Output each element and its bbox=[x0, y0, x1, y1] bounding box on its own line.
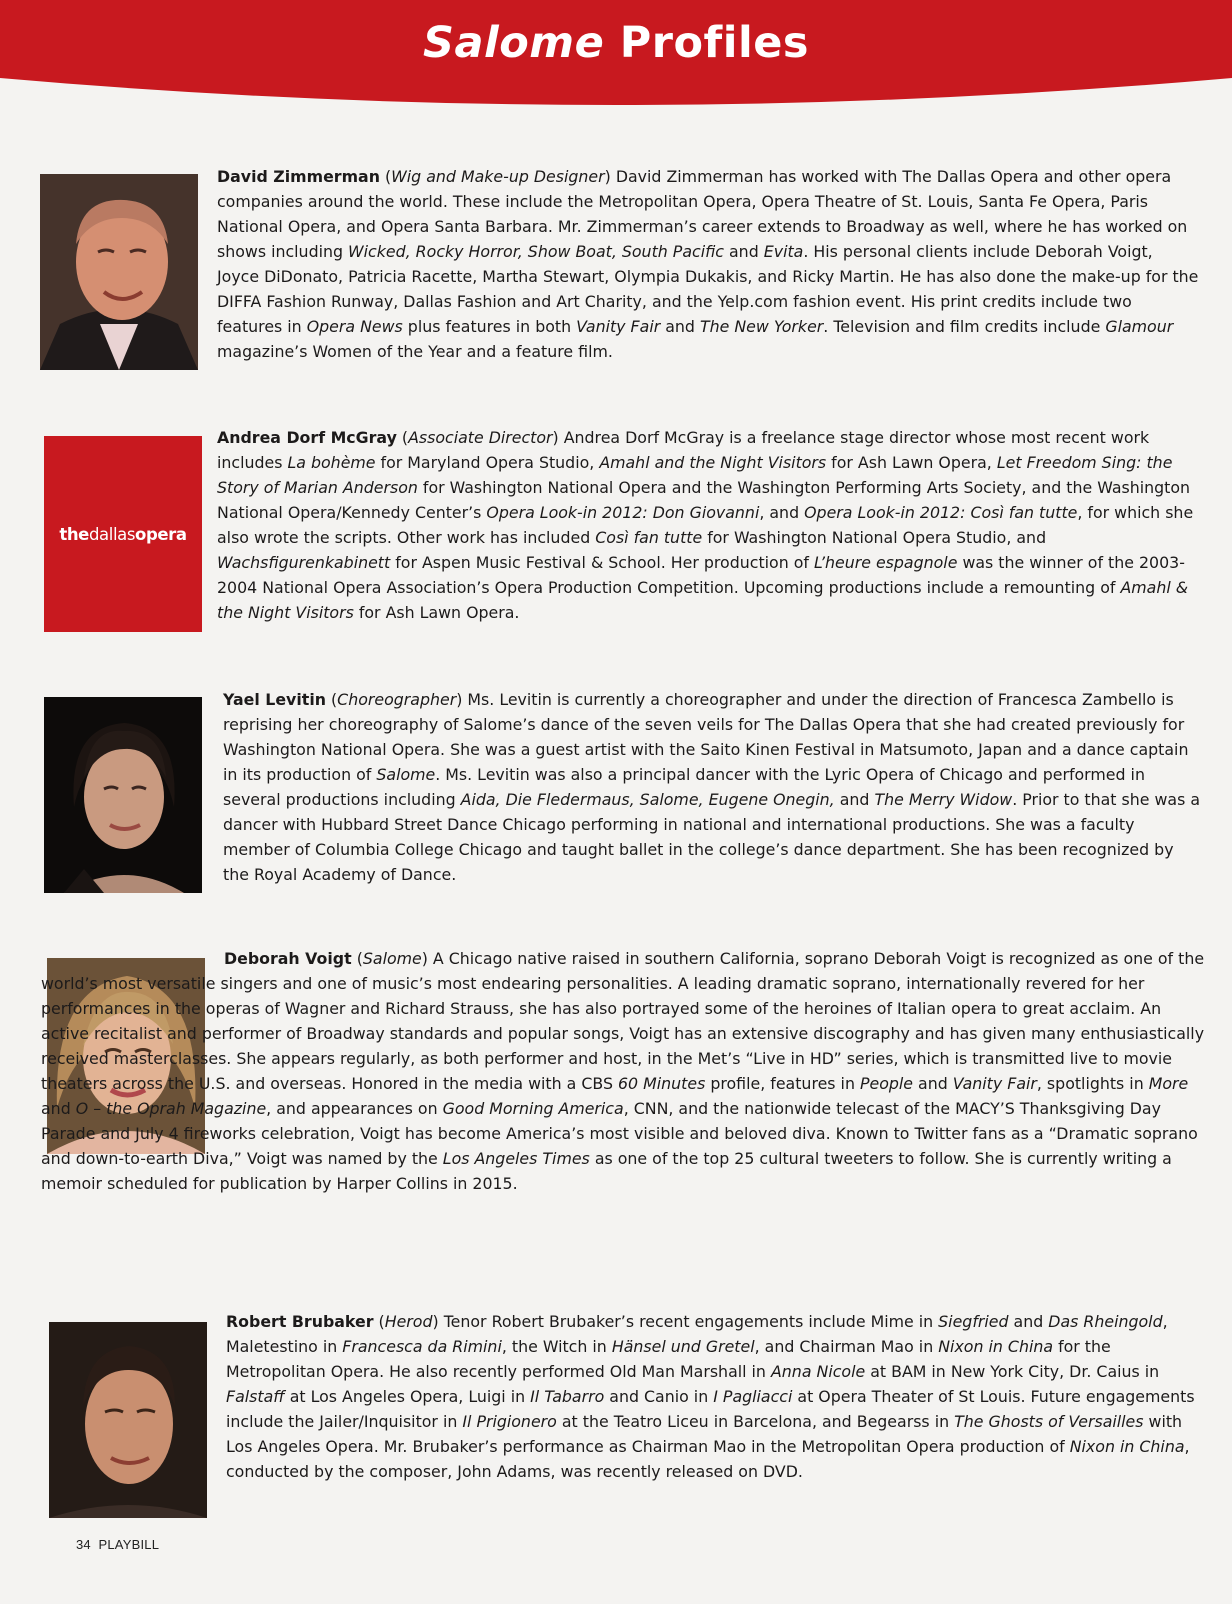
body-text: and bbox=[1008, 1312, 1049, 1331]
italic-title-text: More bbox=[1148, 1074, 1189, 1093]
page-footer bbox=[76, 1537, 159, 1552]
italic-title-text: The New Yorker bbox=[699, 317, 824, 336]
body-text: Ms. Levitin is currently a choreographer and under the direction of Francesca Zambello is reprising her choreography of Salome’s dance of the seven veils for The Dallas Opera that she had created previously for Washington National Opera. She was a guest artist with the Saito Kinen Festival in Matsumoto, Japan and a dance captain in its production of bbox=[223, 690, 1189, 784]
body-text: and bbox=[41, 1099, 76, 1118]
italic-title-text: Opera News bbox=[306, 317, 403, 336]
italic-title-text: Evita bbox=[763, 242, 804, 261]
profile-text bbox=[226, 1312, 1195, 1481]
body-text: for Ash Lawn Opera, bbox=[826, 453, 997, 472]
body-text: and bbox=[723, 242, 764, 261]
italic-title-text: L’heure espagnole bbox=[813, 553, 958, 572]
italic-title-text: Nixon in China bbox=[1069, 1437, 1185, 1456]
profile-text bbox=[41, 949, 1204, 1193]
profile-name: Robert Brubaker bbox=[226, 1312, 374, 1331]
italic-title-text: O – the Oprah Magazine bbox=[75, 1099, 267, 1118]
profile-bio-yael-levitin: Yael Levitin (Choreographer) Ms. Levitin is currently a choreographer and under the direction of Francesca Zambello is reprising her choreography of Salome’s dance of the seven veils for The Dallas Opera that she had created previously for Washington National Opera. She was a guest artist with the Saito Kinen Festival in Matsumoto, Japan and a dance captain in its production of Salome. Ms. Levitin was also a principal dancer with the Lyric Opera of Chicago and performed in several productions including Aida, Die Fledermaus, Salome, Eugene Onegin, and The Merry Widow. Prior to that she was a dancer with Hubbard Street Dance Chicago performing in national and international productions. She was a faculty member of Columbia College Chicago and taught ballet in the college’s dance department. She has been recognized by the Royal Academy of Dance. bbox=[223, 690, 1201, 884]
italic-title-text: The Ghosts of Versailles bbox=[954, 1412, 1144, 1431]
italic-title-text: I Pagliacci bbox=[713, 1387, 793, 1406]
body-text: , and bbox=[759, 503, 805, 522]
publication-name: PLAYBILL bbox=[98, 1537, 160, 1552]
body-text: plus features in both bbox=[402, 317, 577, 336]
body-text: at Opera Theater of St Louis. Future engagements include the Jailer/Inquisitor in bbox=[226, 1387, 1195, 1431]
body-text: , spotlights in bbox=[1036, 1074, 1149, 1093]
body-text: as one of the top 25 cultural tweeters to follow. She is currently writing a memoir scheduled for publication by Harper Collins in 2015. bbox=[41, 1149, 1172, 1193]
body-text: Andrea Dorf McGray is a freelance stage director whose most recent work includes bbox=[217, 428, 1150, 472]
body-text: at the Teatro Liceu in Barcelona, and Begearss in bbox=[556, 1412, 955, 1431]
body-text: . His personal clients include Deborah Voigt, Joyce DiDonato, Patricia Racette, Martha Stewart, Olympia Dukakis, and Ricky Martin. He has also done the make-up for the DIFFA Fashion Runway, Dallas Fashion and Art Charity, and the Yelp.com fashion event. His print credits include two features in bbox=[217, 242, 1199, 336]
italic-title-text: Vanity Fair bbox=[576, 317, 661, 336]
italic-title-text: Falstaff bbox=[226, 1387, 285, 1406]
dallas-opera-logo bbox=[44, 436, 202, 632]
body-text: for Aspen Music Festival & School. Her production of bbox=[390, 553, 814, 572]
profile-name: Deborah Voigt bbox=[224, 949, 352, 968]
body-text: was the winner of the 2003-2004 National Opera Association’s Opera Production Competition. Upcoming productions include a remounting of bbox=[217, 553, 1185, 597]
italic-title-text: Glamour bbox=[1105, 317, 1174, 336]
italic-title-text: Let Freedom Sing: the Story of Marian Anderson bbox=[217, 453, 1173, 497]
profile-text bbox=[223, 690, 1200, 884]
portrait-david-zimmerman bbox=[40, 174, 198, 370]
profile-role: Herod bbox=[384, 1312, 433, 1331]
body-text: Tenor Robert Brubaker’s recent engagements include Mime in bbox=[438, 1312, 939, 1331]
body-text: , and appearances on bbox=[266, 1099, 443, 1118]
body-text: and bbox=[834, 790, 875, 809]
italic-title-text: Wachsfigurenkabinett bbox=[217, 553, 391, 572]
header-banner bbox=[0, 0, 1232, 135]
profile-name: David Zimmerman bbox=[217, 167, 380, 186]
body-text: , the Witch in bbox=[501, 1337, 612, 1356]
portrait-robert-brubaker bbox=[49, 1322, 207, 1518]
body-text: with Los Angeles Opera. Mr. Brubaker’s performance as Chairman Mao in the Metropolitan Opera production of bbox=[226, 1412, 1183, 1456]
italic-title-text: Siegfried bbox=[938, 1312, 1009, 1331]
profile-name: Andrea Dorf McGray bbox=[217, 428, 397, 447]
italic-title-text: Das Rheingold bbox=[1048, 1312, 1163, 1331]
profile-bio-andrea-dorf-mcgray: Andrea Dorf McGray (Associate Director) Andrea Dorf McGray is a freelance stage director whose most recent work includes La bohème for Maryland Opera Studio, Amahl and the Night Visitors for Ash Lawn Opera, Let Freedom Sing: the Story of Marian Anderson for Washington National Opera and the Washington Performing Arts Society, and the Washington National Opera/Kennedy Center’s Opera Look-in 2012: Don Giovanni, and Opera Look-in 2012: Così fan tutte, for which she also wrote the scripts. Other work has included Così fan tutte for Washington National Opera Studio, and Wachsfigurenkabinett for Aspen Music Festival & School. Her production of L’heure espagnole was the winner of the 2003-2004 National Opera Association’s Opera Production Competition. Upcoming productions include a remounting of Amahl & the Night Visitors for Ash Lawn Opera. bbox=[217, 428, 1194, 622]
profile-role: Salome bbox=[362, 949, 422, 968]
italic-title-text: Salome bbox=[376, 765, 436, 784]
body-text: at BAM in New York City, Dr. Caius in bbox=[865, 1362, 1160, 1381]
body-text: and Canio in bbox=[604, 1387, 714, 1406]
body-text: , conducted by the composer, John Adams, was recently released on DVD. bbox=[226, 1437, 1190, 1481]
profile-bio-david-zimmerman: David Zimmerman (Wig and Make-up Designer) David Zimmerman has worked with The Dallas Opera and other opera companies around the world. These include the Metropolitan Opera, Opera Theatre of St. Louis, Santa Fe Opera, Paris National Opera, and Opera Santa Barbara. Mr. Zimmerman’s career extends to Broadway as well, where he has worked on shows including Wicked, Rocky Horror, Show Boat, South Pacific and Evita. His personal clients include Deborah Voigt, Joyce DiDonato, Patricia Racette, Martha Stewart, Olympia Dukakis, and Ricky Martin. He has also done the make-up for the DIFFA Fashion Runway, Dallas Fashion and Art Charity, and the Yelp.com fashion event. His print credits include two features in Opera News plus features in both Vanity Fair and The New Yorker. Television and film credits include Glamour magazine’s Women of the Year and a feature film. bbox=[217, 167, 1199, 361]
body-text: at Los Angeles Opera, Luigi in bbox=[284, 1387, 531, 1406]
italic-title-text: People bbox=[859, 1074, 914, 1093]
italic-title-text: Così fan tutte bbox=[595, 528, 703, 547]
italic-title-text: Opera Look-in 2012: Così fan tutte bbox=[804, 503, 1078, 522]
body-text: A Chicago native raised in southern California, soprano Deborah Voigt is recognized as one of the world’s most versatile singers and one of music’s most endearing personalities. A leading dramatic soprano, internationally revered for her performances in the operas of Wagner and Richard Strauss, she has also portrayed some of the heroines of Italian opera to great acclaim. An active recitalist and performer of Broadway standards and popular songs, Voigt has an extensive discography and has given many enthusiastically received masterclasses. She appears regularly, as both performer and host, in the Met’s “Live in HD” series, which is transmitted live to movie theaters across the U.S. and overseas. Honored in the media with a CBS bbox=[41, 949, 1205, 1093]
italic-title-text: Francesca da Rimini bbox=[342, 1337, 502, 1356]
page-number: 34 bbox=[76, 1537, 91, 1552]
body-text: profile, features in bbox=[705, 1074, 860, 1093]
italic-title-text: The Merry Widow bbox=[874, 790, 1013, 809]
body-text: for Washington National Opera Studio, and bbox=[702, 528, 1047, 547]
body-text: for Ash Lawn Opera. bbox=[353, 603, 520, 622]
italic-title-text: Anna Nicole bbox=[770, 1362, 866, 1381]
profile-bio-deborah-voigt: Deborah Voigt (Salome) A Chicago native raised in southern California, soprano Deborah Voigt is recognized as one of the world’s most versatile singers and one of music’s most endearing personalities. A leading dramatic soprano, internationally revered for her performances in the operas of Wagner and Richard Strauss, she has also portrayed some of the heroines of Italian opera to great acclaim. An active recitalist and performer of Broadway standards and popular songs, Voigt has an extensive discography and has given many enthusiastically received masterclasses. She appears regularly, as both performer and host, in the Met’s “Live in HD” series, which is transmitted live to movie theaters across the U.S. and overseas. Honored in the media with a CBS 60 Minutes profile, features in People and Vanity Fair, spotlights in More and O – the Oprah Magazine, and appearances on Good Morning America, CNN, and the nationwide telecast of the MACY’S Thanksgiving Day Parade and July 4 fireworks celebration, Voigt has become America’s most visible and beloved diva. Known to Twitter fans as a “Dramatic soprano and down-to-earth Diva,” Voigt was named by the Los Angeles Times as one of the top 25 cultural tweeters to follow. She is currently writing a memoir scheduled for publication by Harper Collins in 2015. bbox=[41, 949, 1205, 1193]
body-text: and bbox=[913, 1074, 953, 1093]
body-text: magazine’s Women of the Year and a feature film. bbox=[217, 342, 613, 361]
body-text: for Washington National Opera and the Washington Performing Arts Society, and the Washington National Opera/Kennedy Center’s bbox=[217, 478, 1191, 522]
profile-text bbox=[217, 167, 1198, 361]
body-text: , CNN, and the nationwide telecast of the MACY’S Thanksgiving Day Parade and July 4 fireworks celebration, Voigt has become America’s most visible and beloved diva. Known to Twitter fans as a “Dramatic soprano and down-to-earth Diva,” Voigt was named by the bbox=[41, 1099, 1198, 1168]
logo-text: thedallasopera bbox=[59, 524, 187, 544]
profile-name: Yael Levitin bbox=[223, 690, 326, 709]
body-text: David Zimmerman has worked with The Dallas Opera and other opera companies around the world. These include the Metropolitan Opera, Opera Theatre of St. Louis, Santa Fe Opera, Paris National Opera, and Opera Santa Barbara. Mr. Zimmerman’s career extends to Broadway as well, where he has worked on shows including bbox=[217, 167, 1188, 261]
italic-title-text: Good Morning America bbox=[442, 1099, 624, 1118]
body-text: . Prior to that she was a dancer with Hubbard Street Dance Chicago performing in national and international productions. She was a faculty member of Columbia College Chicago and taught ballet in the college’s dance department. She has been recognized by the Royal Academy of Dance. bbox=[223, 790, 1201, 884]
italic-title-text: Vanity Fair bbox=[952, 1074, 1037, 1093]
italic-title-text: Hänsel und Gretel bbox=[611, 1337, 755, 1356]
body-text: . Television and film credits include bbox=[823, 317, 1106, 336]
profile-text bbox=[217, 428, 1193, 622]
body-text: , and Chairman Mao in bbox=[754, 1337, 939, 1356]
italic-title-text: Il Prigionero bbox=[462, 1412, 557, 1431]
body-text: , Maletestino in bbox=[226, 1312, 1168, 1356]
body-text: . Ms. Levitin was also a principal dancer with the Lyric Opera of Chicago and performed in several productions including bbox=[223, 765, 1145, 809]
body-text: and bbox=[660, 317, 700, 336]
italic-title-text: Aida, Die Fledermaus, Salome, Eugene Onegin, bbox=[460, 790, 835, 809]
italic-title-text: Wicked, Rocky Horror, Show Boat, South Pacific bbox=[348, 242, 724, 261]
portrait-yael-levitin bbox=[44, 697, 202, 893]
body-text: , for which she also wrote the scripts. Other work has included bbox=[217, 503, 1194, 547]
profile-role: Choreographer bbox=[337, 690, 457, 709]
italic-title-text: 60 Minutes bbox=[618, 1074, 706, 1093]
profile-role: Wig and Make-up Designer bbox=[391, 167, 605, 186]
italic-title-text: Los Angeles Times bbox=[442, 1149, 590, 1168]
italic-title-text: Nixon in China bbox=[938, 1337, 1054, 1356]
italic-title-text: La bohème bbox=[287, 453, 376, 472]
body-text: for the Metropolitan Opera. He also recently performed Old Man Marshall in bbox=[226, 1337, 1111, 1381]
italic-title-text: Il Tabarro bbox=[530, 1387, 605, 1406]
italic-title-text: Amahl and the Night Visitors bbox=[599, 453, 827, 472]
profile-bio-robert-brubaker: Robert Brubaker (Herod) Tenor Robert Brubaker’s recent engagements include Mime in Siegfried and Das Rheingold, Maletestino in Francesca da Rimini, the Witch in Hänsel und Gretel, and Chairman Mao in Nixon in China for the Metropolitan Opera. He also recently performed Old Man Marshall in Anna Nicole at BAM in New York City, Dr. Caius in Falstaff at Los Angeles Opera, Luigi in Il Tabarro and Canio in I Pagliacci at Opera Theater of St Louis. Future engagements include the Jailer/Inquisitor in Il Prigionero at the Teatro Liceu in Barcelona, and Begearss in The Ghosts of Versailles with Los Angeles Opera. Mr. Brubaker’s performance as Chairman Mao in the Metropolitan Opera production of Nixon in China, conducted by the composer, John Adams, was recently released on DVD. bbox=[226, 1312, 1195, 1481]
profile-role: Associate Director bbox=[408, 428, 553, 447]
italic-title-text: Opera Look-in 2012: Don Giovanni bbox=[486, 503, 760, 522]
italic-title-text: Amahl & the Night Visitors bbox=[217, 578, 1189, 622]
body-text: for Maryland Opera Studio, bbox=[375, 453, 600, 472]
page-title: Salome Profiles bbox=[423, 18, 809, 68]
